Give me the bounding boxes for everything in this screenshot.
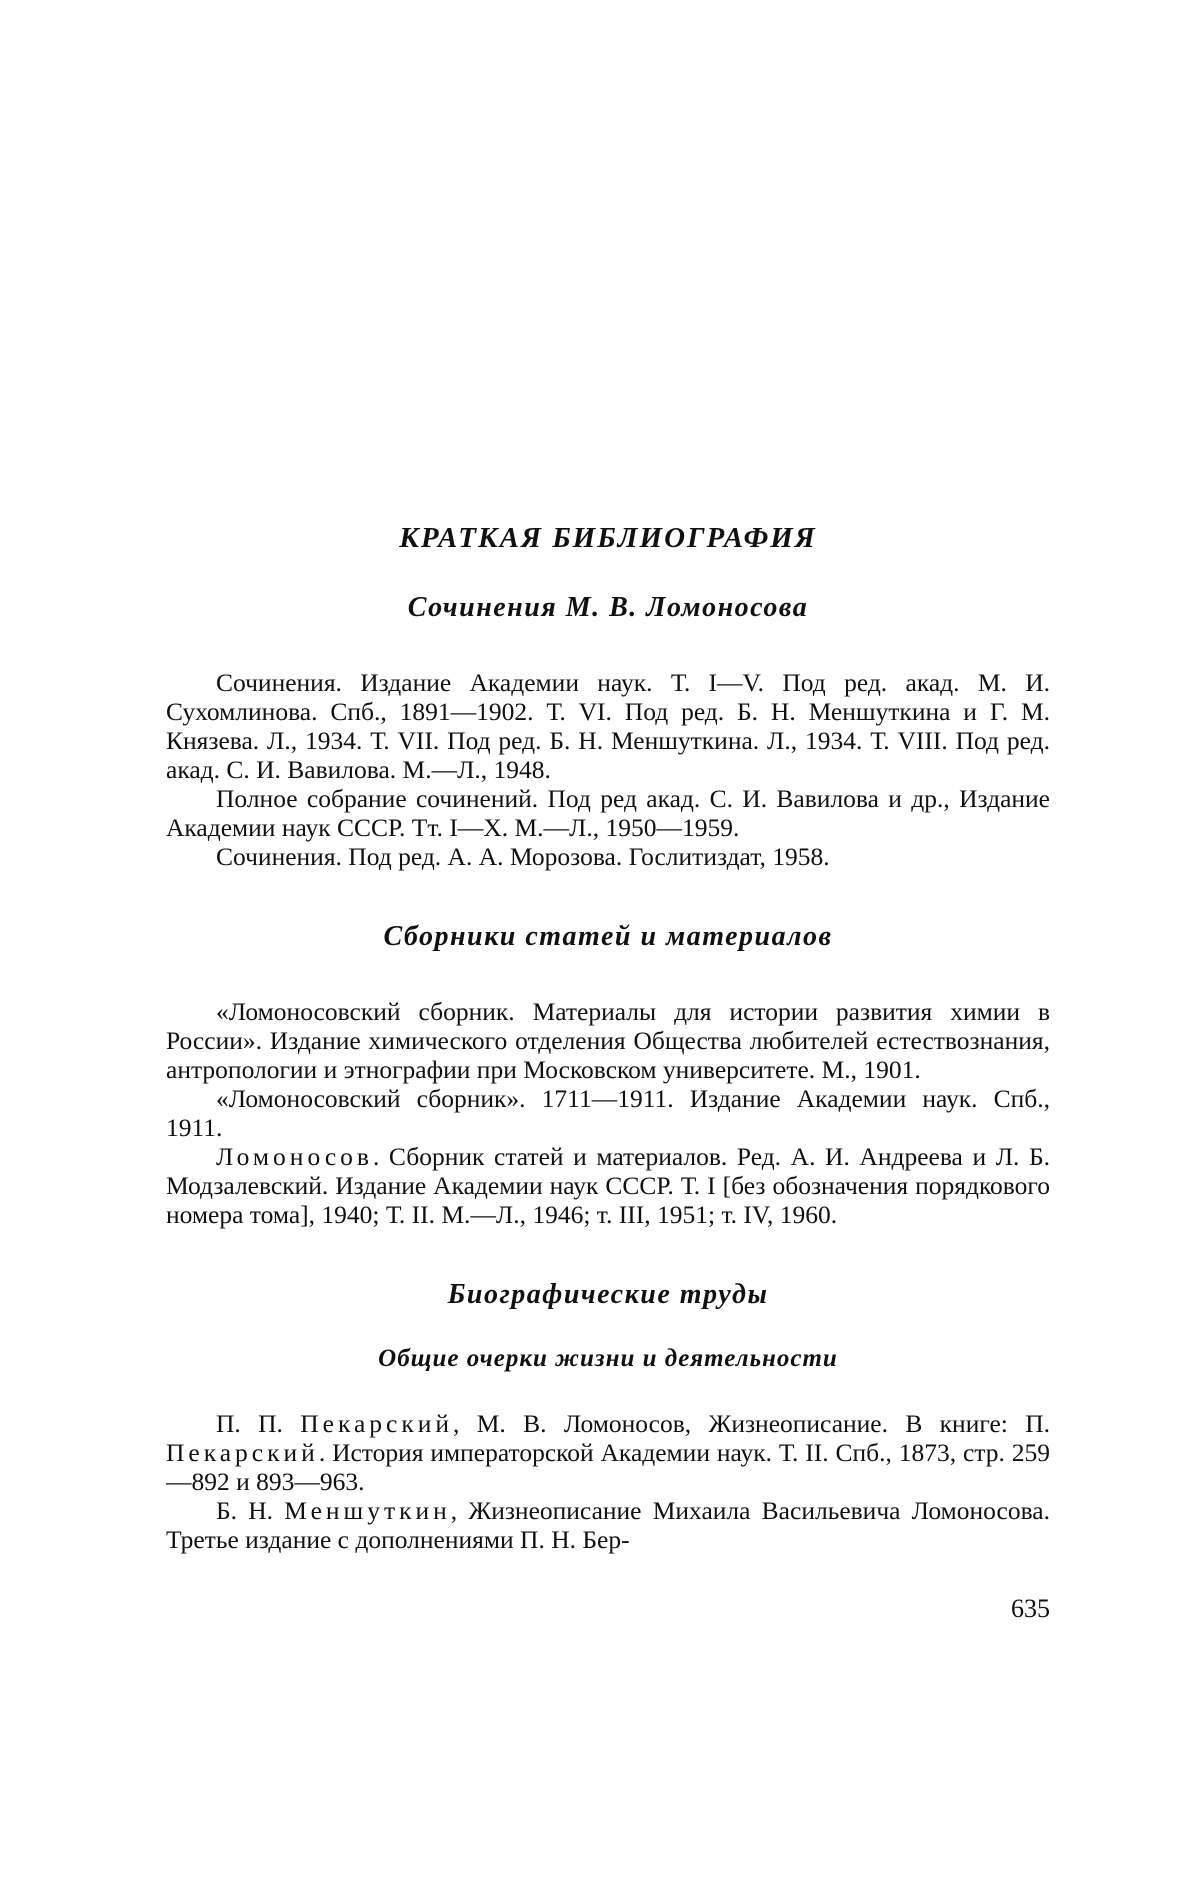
bibliography-entry (166, 997, 1050, 1084)
bibliography-entry (166, 1084, 1050, 1142)
section-title: Сочинения М. В. Ломоносова (407, 592, 809, 623)
entry-text: Полное собрание сочинений. Под ред акад. С. И. Вавилова и др., Издание Академии наук СССР. Тт. I—X. М.—Л., 1950—1959. (166, 784, 1050, 842)
entry-text: . История императорской Академии наук. Т. II. Спб., 1873, стр. 259—892 и 893—963. (166, 1438, 1050, 1496)
subsection-title: Общие очерки жизни и деятельности (378, 1345, 838, 1372)
bibliography-entry (166, 842, 1050, 871)
author-name: Ломоносов (216, 1142, 373, 1171)
entry-text: П. П. (216, 1409, 301, 1438)
entry-text: «Ломоносовский сборник». 1711—1911. Издание Академии наук. Спб., 1911. (166, 1084, 1050, 1142)
author-name: Пекарский (300, 1409, 454, 1438)
entry-text: Сочинения. Издание Академии наук. Т. I—V. Под ред. акад. М. И. Сухомлинова. Спб., 1891—1902. Т. VI. Под ред. Б. Н. Меншуткина и Г. М. Князева. Л., 1934. Т. VII. Под ред. Б. Н. Меншуткина. Л., 1934. Т. VIII. Под ред. акад. С. И. Вавилова. М.—Л., 1948. (166, 668, 1050, 784)
bibliography-entry (166, 1409, 1050, 1496)
section-biographies (166, 1277, 1050, 1554)
author-name: Пекарский (166, 1438, 319, 1467)
entry-text: Сочинения. Под ред. А. А. Морозова. Гослитиздат, 1958. (216, 842, 830, 871)
entry-text: , Жизнеописание Михаила Васильевича Ломоносова. Третье издание с дополнениями П. Н. Бер- (166, 1496, 1050, 1554)
entry-text: «Ломоносовский сборник. Материалы для истории развития химии в России». Издание химического отделения Общества любителей естествознания, антропологии и этнографии при Московском университете. М., 1901. (166, 997, 1050, 1084)
text-column (166, 520, 1050, 1624)
author-name: Меншуткин (284, 1496, 451, 1525)
page-title: КРАТКАЯ БИБЛИОГРАФИЯ (399, 522, 817, 554)
page-number: 635 (1011, 1594, 1050, 1623)
bibliography-entry (166, 784, 1050, 842)
section-collections (166, 919, 1050, 1229)
entry-text: . Сборник статей и материалов. Ред. А. И. Андреева и Л. Б. Модзалевский. Издание Академии наук СССР. Т. I [без обозначения порядкового номера тома], 1940; Т. II. М.—Л., 1946; т. III, 1951; т. IV, 1960. (166, 1142, 1050, 1229)
bibliography-entry (166, 1496, 1050, 1554)
bibliography-entry (166, 668, 1050, 784)
section-title: Биографические труды (447, 1279, 769, 1310)
section-title: Сборники статей и материалов (383, 921, 833, 952)
entry-text: , М. В. Ломоносов, Жизнеописание. В книге: П. (453, 1409, 1050, 1438)
entry-text: Б. Н. (216, 1496, 285, 1525)
bibliography-entry (166, 1142, 1050, 1229)
section-works (166, 590, 1050, 871)
